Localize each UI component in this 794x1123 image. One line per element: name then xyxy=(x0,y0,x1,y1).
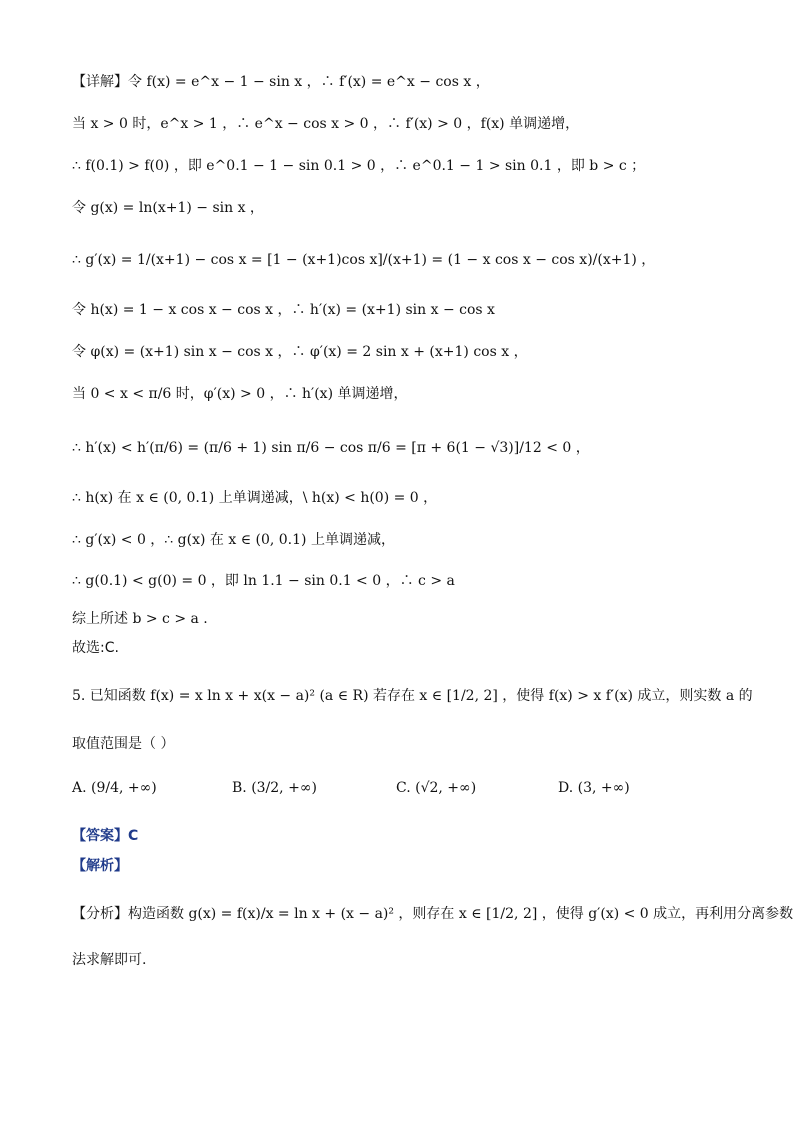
question-stem: 5. 已知函数 f(x) = x ln x + x(x − a)² (a ∈ R) 若存在 x ∈ [1/2, 2] ，使得 f(x) > x f′(x) 成立，则实数 a 的 xyxy=(72,688,753,704)
option-c: C. (√2, +∞) xyxy=(396,780,477,796)
solution-line-8: 当 0 < x < π/6 时，φ′(x) > 0 ，∴ h′(x) 单调递增， xyxy=(72,386,408,402)
solution-line-1: 【详解】令 f(x) = e^x − 1 − sin x ，∴ f′(x) = e^x − cos x ， xyxy=(72,74,490,90)
analysis-line-2: 法求解即可. xyxy=(72,952,147,968)
question-stem-cont: 取值范围是（ ） xyxy=(72,736,175,752)
solution-line-14: 故选:C. xyxy=(72,640,119,656)
answer-label: 【答案】C xyxy=(72,828,139,844)
solution-line-11: ∴ g′(x) < 0 ，∴ g(x) 在 x ∈ (0, 0.1) 上单调递减， xyxy=(72,532,395,548)
solution-line-7: 令 φ(x) = (x+1) sin x − cos x ，∴ φ′(x) = 2 sin x + (x+1) cos x ， xyxy=(72,344,528,360)
solution-line-2: 当 x > 0 时，e^x > 1 ，∴ e^x − cos x > 0 ，∴ f′(x) > 0 ，f(x) 单调递增， xyxy=(72,116,580,132)
solution-line-4: 令 g(x) = ln(x+1) − sin x ， xyxy=(72,200,264,216)
solution-line-3: ∴ f(0.1) > f(0) ，即 e^0.1 − 1 − sin 0.1 > 0 ，∴ e^0.1 − 1 > sin 0.1 ，即 b > c ； xyxy=(72,158,646,174)
solution-line-13: 综上所述 b > c > a . xyxy=(72,611,208,627)
analysis-title: 【解析】 xyxy=(72,858,128,874)
analysis-line-1: 【分析】构造函数 g(x) = f(x)/x = ln x + (x − a)² ，则存在 x ∈ [1/2, 2] ，使得 g′(x) < 0 成立，再利用分离参数 xyxy=(72,906,794,922)
option-a: A. (9/4, +∞) xyxy=(72,780,157,796)
solution-line-5: ∴ g′(x) = 1/(x+1) − cos x = [1 − (x+1)cos x]/(x+1) = (1 − x cos x − cos x)/(x+1) ， xyxy=(72,252,656,268)
solution-line-6: 令 h(x) = 1 − x cos x − cos x ，∴ h′(x) = (x+1) sin x − cos x xyxy=(72,302,495,318)
solution-line-9: ∴ h′(x) < h′(π/6) = (π/6 + 1) sin π/6 − cos π/6 = [π + 6(1 − √3)]/12 < 0 ， xyxy=(72,440,590,456)
option-d: D. (3, +∞) xyxy=(558,780,630,796)
solution-line-10: ∴ h(x) 在 x ∈ (0, 0.1) 上单调递减，\ h(x) < h(0) = 0 ， xyxy=(72,490,438,506)
option-b: B. (3/2, +∞) xyxy=(232,780,317,796)
solution-line-12: ∴ g(0.1) < g(0) = 0 ，即 ln 1.1 − sin 0.1 < 0 ，∴ c > a xyxy=(72,573,455,589)
